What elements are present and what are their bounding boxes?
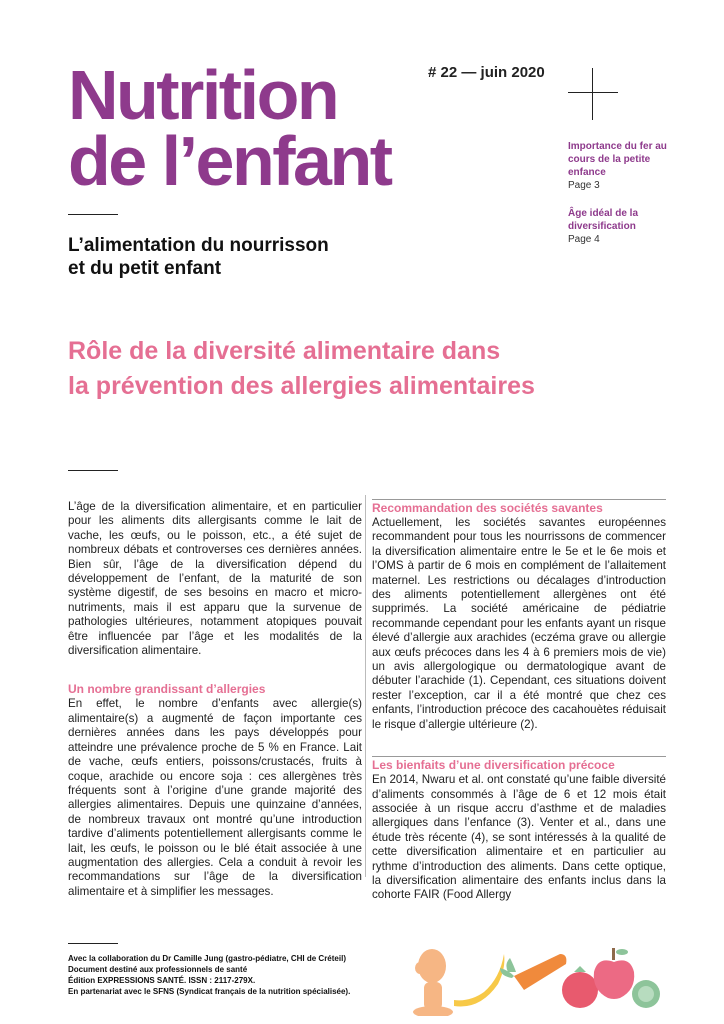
brand-title xyxy=(68,56,391,200)
toc-page: Page 3 xyxy=(568,180,600,191)
section-paragraph: Actuellement, les sociétés savantes européennes recommandent pour tous les nourrissons de commencer la diversification alimentaire entre le 5e et le 6e mois et l’OMS à partir de 6 mois en complément de l’allaitement maternel. Les restrictions ou décalages d’introduction des aliments potentiellement allergènes ont été supprimés. La société américaine de pédiatrie recommande cependant pour les enfants ayant un risque élevé d’allergie aux arachides (eczéma grave ou allergie aux œufs précoces dans les 4 à 6 premiers mois de vie) un avis allergologique ou dermatologique avant de débuter l’arachide (1). Cependant, ces situations doivent rester l’exception, car il a été montré que chez ces enfants, l’introduction précoce des cacahouètes réduisait le risque d’allergie ultérieure (2). xyxy=(372,516,666,731)
subtitle-line-2: et du petit enfant xyxy=(68,258,222,279)
footer-line: Document destiné aux professionnels de santé xyxy=(68,965,248,974)
toc-item-2[interactable] xyxy=(568,207,688,246)
lime-icon xyxy=(632,980,660,1008)
intro-paragraph: L’âge de la diversification alimentaire, et en particulier pour les aliments dits allergisants comme le lait de vache, les œufs, ou le poisson, etc., a été sujet de nombreux débats et controverses ces dernières années. Bien sûr, l’âge de la diversification dépend du développement de l’enfant, de la maturité de son système digestif, de ses besoins en macro et micro-nutriments, mais il est apparu que la survenue de pathologies ultérieures, notamment atopiques pouvait être influencée par l’âge et les modalités de la diversification alimentaire. xyxy=(68,500,362,658)
section-divider xyxy=(372,756,666,757)
toc-item-1[interactable] xyxy=(568,140,688,192)
carrot-icon xyxy=(500,954,566,990)
section-heading: Un nombre grandissant d’allergies xyxy=(68,682,266,697)
left-column xyxy=(68,500,362,899)
tomato-icon xyxy=(562,966,598,1008)
banana-icon xyxy=(454,954,504,1007)
brand-line-1: Nutrition xyxy=(68,56,338,134)
footer-credits xyxy=(68,953,398,997)
divider-rule xyxy=(68,943,118,944)
toc-title: Importance du fer au cours de la petite enfance xyxy=(568,141,667,178)
section-heading: Recommandation des sociétés savantes xyxy=(372,501,603,515)
column-separator xyxy=(365,495,366,877)
section-heading: Les bienfaits d’une diversification précoce xyxy=(372,758,615,773)
issue-number: # 22 — juin 2020 xyxy=(428,64,545,81)
subtitle-line-1: L’alimentation du nourrisson xyxy=(68,235,329,256)
toc-page: Page 4 xyxy=(568,234,600,245)
divider-rule xyxy=(68,470,118,471)
baby-head-icon xyxy=(413,949,453,1016)
food-illustration xyxy=(410,928,664,1016)
divider-rule xyxy=(68,214,118,215)
section-paragraph: En 2014, Nwaru et al. ont constaté qu’une faible diversité d’aliments consommés à l’âge de 6 et 12 mois était associée à un risque accru d’asthme et de maladies allergiques dans l’enfance (3). Venter et al., dans une étude très récente (4), se sont intéressés à la qualité de cette diversification alimentaire et en particulier au rythme d’introduction des aliments. Dans cette optique, la diversification alimentaire des enfants inclus dans la cohorte FAIR (Food Allergy xyxy=(372,773,666,902)
section-divider xyxy=(372,499,666,500)
brand-line-2: de l’enfant xyxy=(68,122,391,200)
crosshair-vertical xyxy=(592,68,593,120)
apple-icon xyxy=(594,948,634,999)
subtitle xyxy=(68,234,329,280)
toc-title: Âge idéal de la diversification xyxy=(568,208,639,232)
article-headline xyxy=(68,334,535,404)
crosshair-horizontal xyxy=(568,92,618,93)
headline-line-1: Rôle de la diversité alimentaire dans xyxy=(68,337,501,365)
section-paragraph: En effet, le nombre d’enfants avec allergie(s) alimentaire(s) a augmenté de façon importante ces dernières années dans les pays développés pour atteindre une prévalence proche de 5 % en France. Lait de vache, œufs entiers, poissons/crustacés, fruits à coque, arachide ou encore soja : ces allergènes très fréquents sont à l’origine d’une grande majorité des allergies alimentaires. Depuis une quinzaine d’années, de nombreux travaux ont montré qu’une introduction tardive d’aliments potentiellement allergisants comme le lait, les œufs, le poisson ou le blé était associée à une augmentation des allergies. Cela a conduit à revoir les recommandations sur l’âge de la diversification alimentaire et à simplifier les messages. xyxy=(68,697,362,898)
footer-line: Édition EXPRESSIONS SANTÉ. ISSN : 2117-279X. xyxy=(68,976,256,985)
headline-line-2: la prévention des allergies alimentaires xyxy=(68,372,535,400)
footer-line: Avec la collaboration du Dr Camille Jung (gastro-pédiatre, CHI de Créteil) xyxy=(68,954,346,963)
right-column xyxy=(372,499,666,903)
footer-line: En partenariat avec le SFNS (Syndicat français de la nutrition spécialisée). xyxy=(68,987,351,996)
